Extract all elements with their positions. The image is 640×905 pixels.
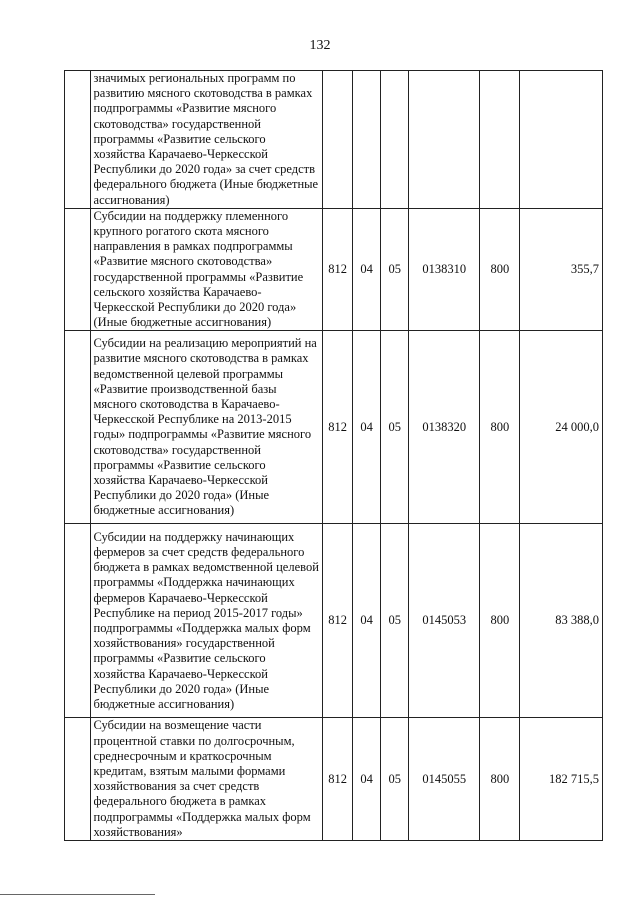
blank-cell [65, 718, 91, 841]
sum-cell: 355,7 [520, 208, 603, 331]
subsection-cell [381, 71, 409, 209]
target-article-cell [409, 71, 480, 209]
table-row [65, 718, 603, 841]
page-number: 132 [309, 38, 331, 53]
table-row [65, 71, 603, 209]
section-cell: 04 [352, 524, 381, 718]
subsection-cell: 05 [381, 524, 409, 718]
blank-cell [65, 71, 91, 209]
expense-name-cell: Субсидии на возмещение части процентной ставки по долгосрочным, среднесрочным и краткосрочным кредитам, взятым малыми формами хозяйствования за счет средств федерального бюджета в рамках подпрограммы «Поддержка малых форм хозяйствования» [90, 718, 323, 841]
code-cell: 812 [323, 208, 353, 331]
table-row [65, 208, 603, 331]
table-row [65, 524, 603, 718]
target-article-cell: 0145053 [409, 524, 480, 718]
expense-name-cell: Субсидии на поддержку племенного крупного рогатого скота мясного направления в рамках подпрограммы «Развитие мясного скотоводства» государственной программы «Развитие сельского хозяйства Карачаево-Черкесской Республики до 2020 года» (Иные бюджетные ассигнования) [90, 208, 323, 331]
blank-cell [65, 524, 91, 718]
sum-cell [520, 71, 603, 209]
section-cell: 04 [352, 718, 381, 841]
code-cell [323, 71, 353, 209]
table-row [65, 331, 603, 524]
subsection-cell: 05 [381, 331, 409, 524]
budget-table [64, 70, 603, 841]
code-cell: 812 [323, 718, 353, 841]
section-cell [352, 71, 381, 209]
sum-cell: 182 715,5 [520, 718, 603, 841]
expense-type-cell: 800 [480, 331, 520, 524]
subsection-cell: 05 [381, 718, 409, 841]
code-cell: 812 [323, 331, 353, 524]
sum-cell: 24 000,0 [520, 331, 603, 524]
expense-type-cell: 800 [480, 718, 520, 841]
section-cell: 04 [352, 331, 381, 524]
expense-type-cell: 800 [480, 524, 520, 718]
sum-cell: 83 388,0 [520, 524, 603, 718]
expense-type-cell [480, 71, 520, 209]
target-article-cell: 0145055 [409, 718, 480, 841]
blank-cell [65, 331, 91, 524]
expense-name-cell: Субсидии на поддержку начинающих фермеров за счет средств федерального бюджета в рамках ведомственной целевой программы «Поддержка начинающих фермеров Карачаево-Черкесской Республике на период 2015-2017 годы» подпрограммы «Поддержка малых форм хозяйствования» государственной программы «Развитие сельского хозяйства Карачаево-Черкесской Республики до 2020 года» (Иные бюджетные ассигнования) [90, 524, 323, 718]
expense-type-cell: 800 [480, 208, 520, 331]
code-cell: 812 [323, 524, 353, 718]
footer-rule [0, 894, 155, 895]
expense-name-cell: Субсидии на реализацию мероприятий на развитие мясного скотоводства в рамках ведомственной целевой программы «Развитие производственной базы мясного скотоводства в Карачаево-Черкесской Республике на 2013-2015 годы» подпрограммы «Развитие мясного скотоводства» государственной программы «Развитие сельского хозяйства Карачаево-Черкесской Республики до 2020 года» (Иные бюджетные ассигнования) [90, 331, 323, 524]
target-article-cell: 0138310 [409, 208, 480, 331]
section-cell: 04 [352, 208, 381, 331]
blank-cell [65, 208, 91, 331]
subsection-cell: 05 [381, 208, 409, 331]
expense-name-cell: значимых региональных программ по развитию мясного скотоводства в рамках подпрограммы «Развитие мясного скотоводства» государственной программы «Развитие сельского хозяйства Карачаево-Черкесской Республики до 2020 года» за счет средств федерального бюджета (Иные бюджетные ассигнования) [90, 71, 323, 209]
target-article-cell: 0138320 [409, 331, 480, 524]
